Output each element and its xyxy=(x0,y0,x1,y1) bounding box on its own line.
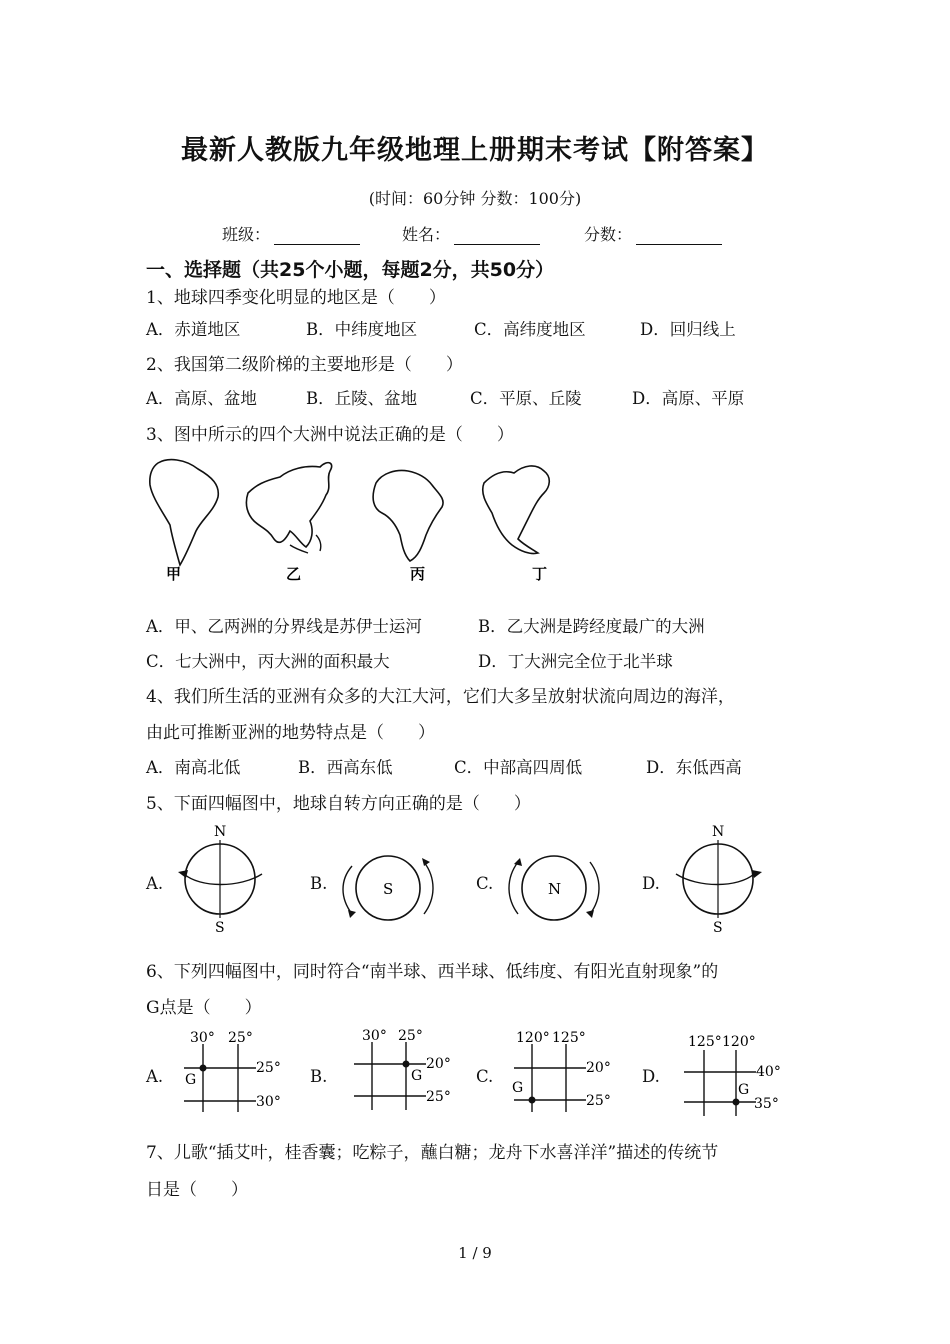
svg-text:120°: 120° xyxy=(722,1034,756,1050)
africa-map xyxy=(373,471,443,562)
svg-text:G: G xyxy=(512,1080,524,1096)
svg-text:N: N xyxy=(548,880,562,898)
class-field: 班级： xyxy=(222,222,360,245)
page-number: 1 / 9 xyxy=(458,1244,492,1262)
svg-text:G: G xyxy=(738,1082,750,1098)
q1-option-b: B．中纬度地区 xyxy=(306,320,418,339)
section-heading: 一、选择题（共25个小题，每题2分，共50分） xyxy=(146,259,555,281)
score-field: 分数： xyxy=(584,222,722,245)
name-field: 姓名： xyxy=(402,222,540,245)
q4-option-b: B．西高东低 xyxy=(298,758,393,777)
q3-option-d: D．丁大洲完全位于北半球 xyxy=(478,652,673,671)
continents-figure xyxy=(140,455,580,590)
globe-d xyxy=(668,822,768,937)
label-ding: 丁 xyxy=(532,565,548,583)
svg-text:N: N xyxy=(214,824,227,840)
question-5: 5、下面四幅图中，地球自转方向正确的是（ ） xyxy=(146,794,531,814)
label-yi: 乙 xyxy=(286,565,302,583)
svg-text:25°: 25° xyxy=(256,1060,281,1076)
svg-text:30°: 30° xyxy=(256,1094,281,1110)
q6-option-d: D. xyxy=(642,1067,660,1086)
svg-text:120°: 120° xyxy=(516,1030,550,1046)
label-jia: 甲 xyxy=(166,565,182,583)
svg-text:125°: 125° xyxy=(688,1034,722,1050)
svg-text:25°: 25° xyxy=(228,1030,253,1046)
label-bing: 丙 xyxy=(410,565,426,583)
grid-d xyxy=(680,1030,790,1120)
question-6-line1: 6、下列四幅图中，同时符合“南半球、西半球、低纬度、有阳光直射现象”的 xyxy=(146,962,719,982)
grid-b xyxy=(348,1024,458,1114)
svg-text:S: S xyxy=(383,880,394,898)
svg-text:30°: 30° xyxy=(362,1028,387,1044)
q2-option-b: B．丘陵、盆地 xyxy=(306,389,418,408)
svg-text:20°: 20° xyxy=(586,1060,611,1076)
svg-text:S: S xyxy=(215,920,225,936)
south-america-map xyxy=(150,460,218,565)
q5-option-d: D. xyxy=(642,874,660,893)
question-1: 1、地球四季变化明显的地区是（ ） xyxy=(146,288,446,308)
svg-text:35°: 35° xyxy=(754,1096,779,1112)
q1-option-c: C．高纬度地区 xyxy=(474,320,586,339)
question-6-line2: G点是（ ） xyxy=(146,998,262,1018)
asia-islands xyxy=(290,535,321,553)
svg-text:S: S xyxy=(713,920,723,936)
q5-option-a: A. xyxy=(146,874,164,893)
question-7-line2: 日是（ ） xyxy=(146,1180,248,1200)
svg-text:125°: 125° xyxy=(552,1030,586,1046)
q4-option-d: D．东低西高 xyxy=(646,758,742,777)
grid-a xyxy=(176,1026,286,1116)
north-america-map xyxy=(483,466,550,554)
q1-option-a: A．赤道地区 xyxy=(146,320,241,339)
question-3: 3、图中所示的四个大洲中说法正确的是（ ） xyxy=(146,425,514,445)
q5-option-c: C. xyxy=(476,874,494,893)
q6-option-b: B. xyxy=(310,1067,328,1086)
q4-option-a: A．南高北低 xyxy=(146,758,241,777)
q4-option-c: C．中部高四周低 xyxy=(454,758,583,777)
globe-c xyxy=(504,848,604,928)
asia-map xyxy=(246,463,331,547)
svg-text:G: G xyxy=(411,1068,423,1084)
question-7-line1: 7、儿歌“插艾叶，桂香囊；吃粽子，蘸白糖；龙舟下水喜洋洋”描述的传统节 xyxy=(146,1143,719,1163)
exam-meta: (时间：60分钟 分数：100分) xyxy=(368,189,582,208)
question-4-line1: 4、我们所生活的亚洲有众多的大江大河，它们大多呈放射状流向周边的海洋， xyxy=(146,687,735,707)
question-2: 2、我国第二级阶梯的主要地形是（ ） xyxy=(146,355,463,375)
q3-option-a: A．甲、乙两洲的分界线是苏伊士运河 xyxy=(146,617,422,636)
globe-b xyxy=(338,848,438,928)
q2-option-d: D．高原、平原 xyxy=(632,389,745,408)
svg-text:N: N xyxy=(712,824,725,840)
q6-option-c: C. xyxy=(476,1067,494,1086)
svg-text:30°: 30° xyxy=(190,1030,215,1046)
svg-text:G: G xyxy=(185,1072,197,1088)
question-4-line2: 由此可推断亚洲的地势特点是（ ） xyxy=(146,723,435,743)
svg-text:25°: 25° xyxy=(586,1093,611,1109)
q2-option-a: A．高原、盆地 xyxy=(146,389,257,408)
q2-option-c: C．平原、丘陵 xyxy=(470,389,582,408)
q6-option-a: A. xyxy=(146,1067,164,1086)
svg-text:40°: 40° xyxy=(756,1064,781,1080)
svg-text:25°: 25° xyxy=(426,1089,451,1105)
q1-option-d: D．回归线上 xyxy=(640,320,736,339)
grid-c xyxy=(508,1026,618,1116)
globe-a xyxy=(170,822,270,937)
svg-text:25°: 25° xyxy=(398,1028,423,1044)
page-title: 最新人教版九年级地理上册期末考试【附答案】 xyxy=(181,135,769,166)
svg-text:20°: 20° xyxy=(426,1056,451,1072)
q3-option-b: B．乙大洲是跨经度最广的大洲 xyxy=(478,617,705,636)
q5-option-b: B. xyxy=(310,874,328,893)
q3-option-c: C．七大洲中，丙大洲的面积最大 xyxy=(146,652,390,671)
